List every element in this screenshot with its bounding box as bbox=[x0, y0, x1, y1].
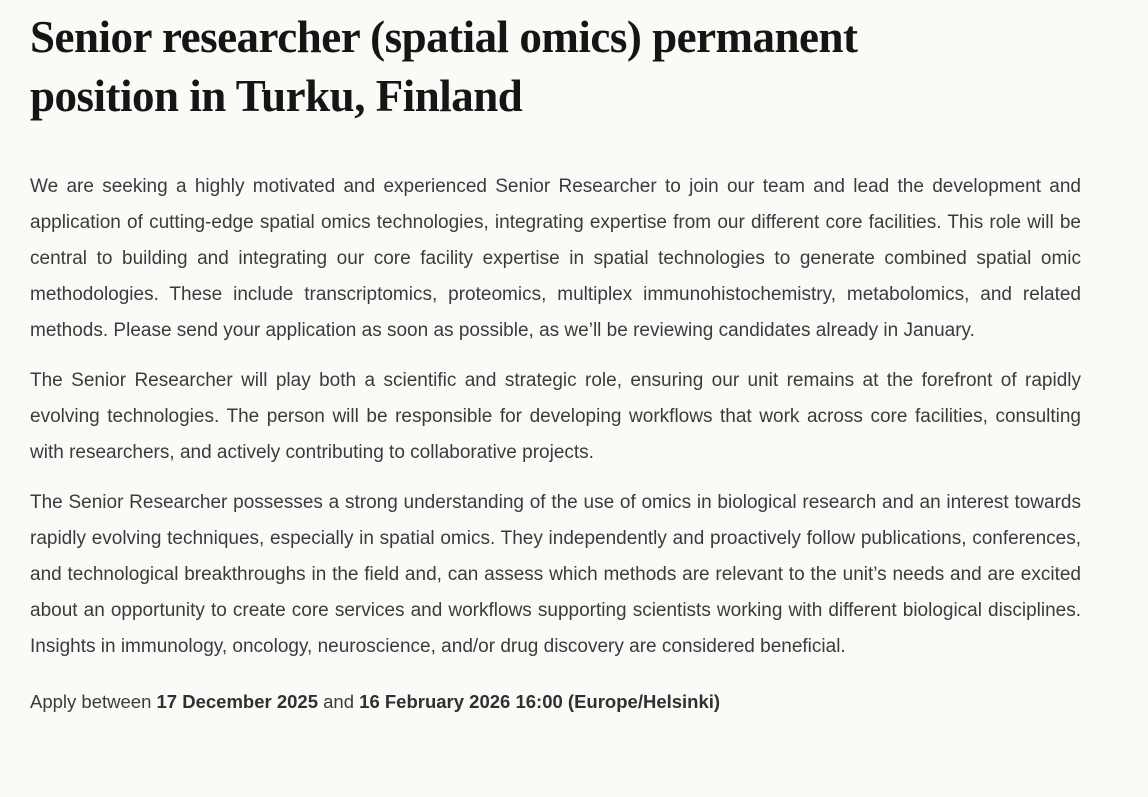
apply-deadline-line bbox=[30, 687, 1081, 717]
apply-conjunction-text: and bbox=[318, 691, 360, 712]
apply-prefix-text: Apply between bbox=[30, 691, 157, 712]
apply-end-date: 16 February 2026 16:00 (Europe/Helsinki) bbox=[359, 691, 721, 712]
job-description-paragraph-2: The Senior Researcher will play both a scientific and strategic role, ensuring our unit remains at the forefront of rapidly evolving technologies. The person will be responsible for developing workflows that work across core facilities, consulting with researchers, and actively contributing to collaborative projects. bbox=[30, 370, 1081, 463]
job-description-paragraph-3: The Senior Researcher possesses a strong understanding of the use of omics in biological research and an interest towards rapidly evolving techniques, especially in spatial omics. They independently and proactively follow publications, conferences, and technological breakthroughs in the field and, can assess which methods are relevant to the unit’s needs and are excited about an opportunity to create core services and workflows supporting scientists working with different biological disciplines. Insights in immunology, oncology, neuroscience, and/or drug discovery are considered beneficial. bbox=[30, 492, 1081, 657]
apply-start-date: 17 December 2025 bbox=[156, 691, 318, 712]
job-description-paragraph-1: We are seeking a highly motivated and experienced Senior Researcher to join our team and lead the development and application of cutting-edge spatial omics technologies, integrating expertise from our different core facilities. This role will be central to building and integrating our core facility expertise in spatial technologies to generate combined spatial omic methodologies. These include transcriptomics, proteomics, multiplex immunohistochemistry, metabolomics, and related methods. Please send your application as soon as possible, as we’ll be reviewing candidates already in January. bbox=[30, 176, 1081, 341]
job-title: Senior researcher (spatial omics) permanent position in Turku, Finland bbox=[30, 12, 858, 121]
